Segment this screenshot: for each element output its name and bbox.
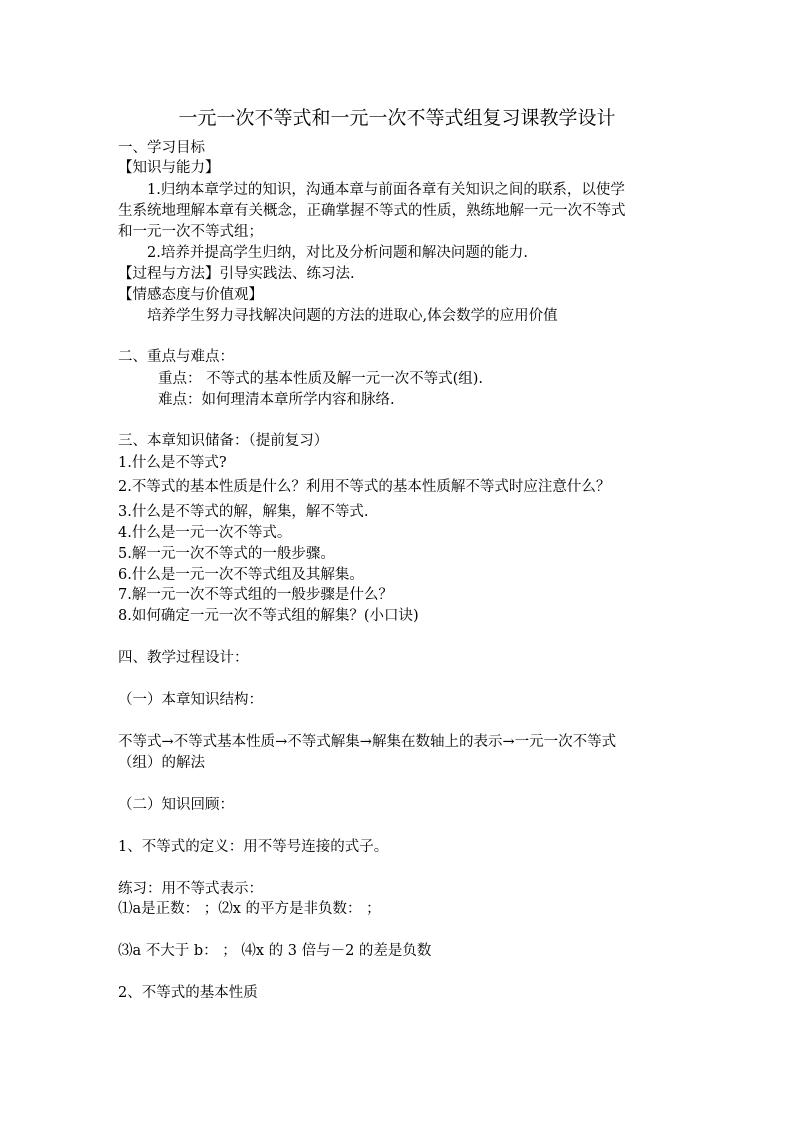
part-1-heading: （一）本章知识结构：: [118, 692, 263, 708]
knowledge-ability-label: 【知识与能力】: [118, 160, 220, 176]
page-title: 一元一次不等式和一元一次不等式组复习课教学设计: [178, 107, 616, 129]
section-heading-teaching-process: 四、教学过程设计：: [118, 650, 249, 666]
emotion-values-label: 【情感态度与价值观】: [118, 287, 263, 303]
key-point-text: 重点： 不等式的基本性质及解一元一次不等式(组).: [158, 371, 484, 387]
preparation-question-3: 3.什么是不等式的解，解集，解不等式.: [118, 504, 369, 520]
inequality-definition: 1、不等式的定义：用不等号连接的式子。: [118, 839, 389, 855]
section-heading-key-points: 二、重点与难点：: [118, 349, 234, 365]
preparation-question-2: 2.不等式的基本性质是什么？利用不等式的基本性质解不等式时应注意什么？: [118, 479, 611, 495]
objective-item-1-line-1: 1.归纳本章学过的知识，沟通本章与前面各章有关知识之间的联系，以使学: [147, 182, 625, 198]
exercise-line-1: ⑴a是正数： ；⑵x 的平方是非负数： ；: [118, 901, 381, 917]
exercise-heading: 练习：用不等式表示：: [118, 881, 263, 897]
basic-properties-heading: 2、不等式的基本性质: [118, 985, 258, 1001]
objective-item-2: 2.培养并提高学生归纳，对比及分析问题和解决问题的能力.: [147, 245, 528, 261]
process-method-line: 【过程与方法】引导实践法、练习法.: [118, 266, 355, 282]
section-heading-objectives: 一、学习目标: [118, 140, 205, 156]
section-heading-preparation: 三、本章知识储备：（提前复习）: [118, 433, 329, 449]
objective-item-1-line-2: 生系统地理解本章有关概念，正确掌握不等式的性质，熟练地解一元一次不等式: [118, 203, 626, 219]
knowledge-structure-line-1: 不等式→不等式基本性质→不等式解集→解集在数轴上的表示→一元一次不等式: [118, 734, 617, 750]
preparation-question-5: 5.解一元一次不等式的一般步骤。: [118, 546, 335, 562]
knowledge-structure-line-2: （组）的解法: [118, 755, 205, 771]
preparation-question-4: 4.什么是一元一次不等式。: [118, 525, 292, 541]
difficulty-text: 难点：如何理清本章所学内容和脉络.: [158, 392, 395, 408]
emotion-values-text: 培养学生努力寻找解决问题的方法的进取心,体会数学的应用价值: [147, 308, 558, 324]
preparation-question-7: 7.解一元一次不等式组的一般步骤是什么？: [118, 587, 393, 603]
preparation-question-6: 6.什么是一元一次不等式组及其解集。: [118, 567, 364, 583]
preparation-question-1: 1.什么是不等式?: [118, 455, 227, 471]
exercise-line-2: ⑶a 不大于 b： ； ⑷x 的 3 倍与－2 的差是负数: [118, 943, 432, 959]
preparation-question-8: 8.如何确定一元一次不等式组的解集？(小口诀): [118, 608, 419, 624]
part-2-heading: （二）知识回顾：: [118, 797, 234, 813]
objective-item-1-line-3: 和一元一次不等式组；: [118, 224, 263, 240]
